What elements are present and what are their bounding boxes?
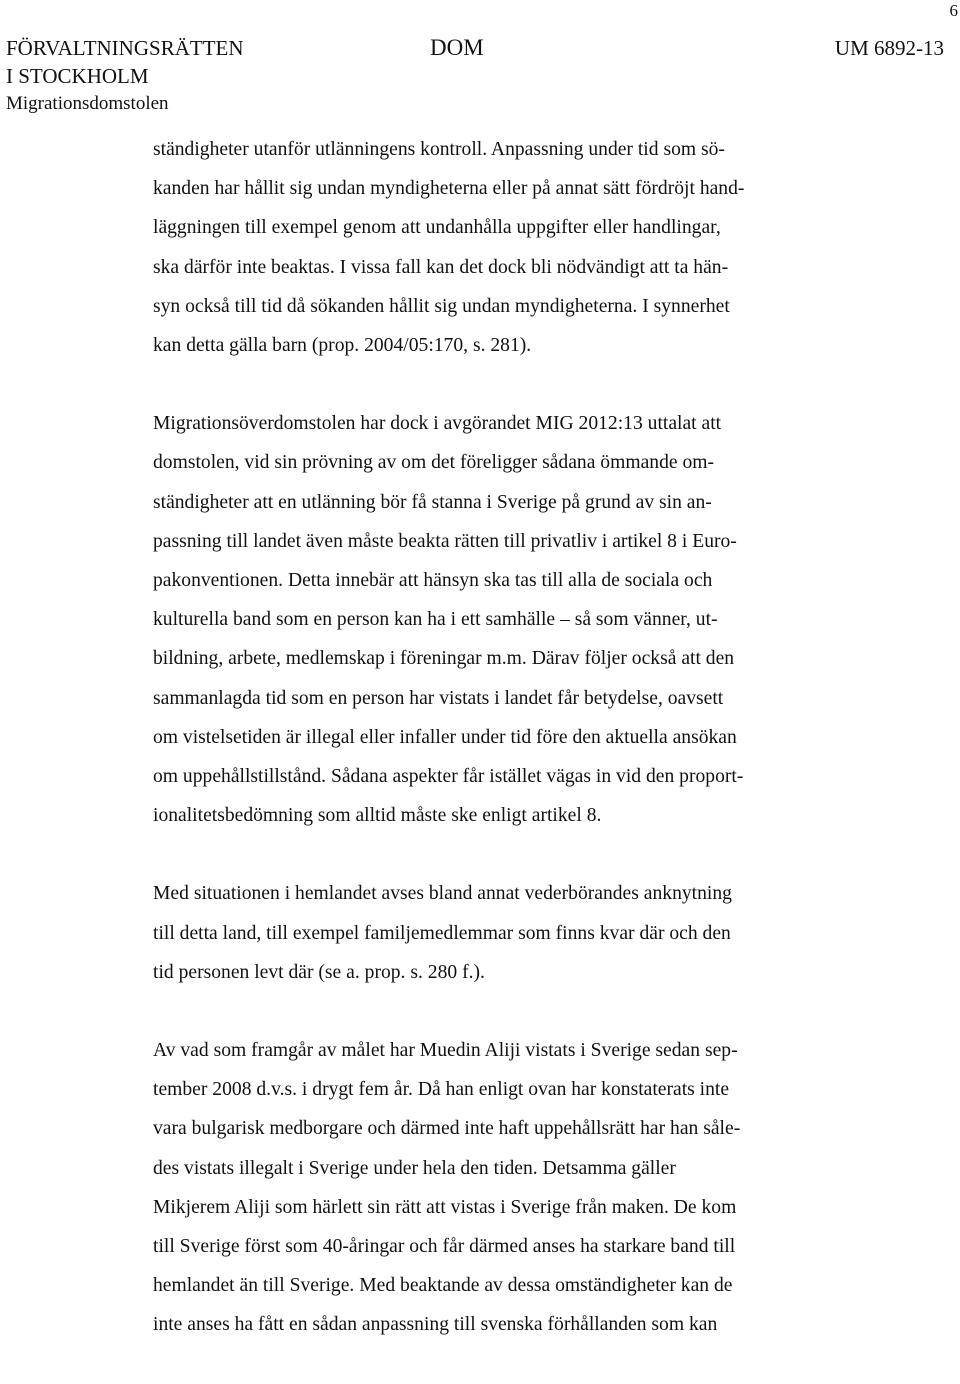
text-line: Med situationen i hemlandet avses bland annat vederbörandes anknytning bbox=[153, 883, 732, 905]
text-line: inte anses ha fått en sådan anpassning till svenska förhållanden som kan bbox=[153, 1314, 718, 1336]
text-line: hemlandet än till Sverige. Med beaktande av dessa omständigheter kan de bbox=[153, 1275, 733, 1297]
paragraph-4 bbox=[153, 1031, 843, 1345]
text-line: till detta land, till exempel familjemedlemmar som finns kvar där och den bbox=[153, 922, 731, 944]
text-line: Migrationsöverdomstolen har dock i avgörandet MIG 2012:13 uttalat att bbox=[153, 413, 722, 435]
text-line: tid personen levt där (se a. prop. s. 280 f.). bbox=[153, 961, 485, 983]
court-division: Migrationsdomstolen bbox=[6, 93, 169, 114]
text-line: till Sverige först som 40-åringar och får därmed anses ha starkare band till bbox=[153, 1236, 736, 1258]
text-line: pakonventionen. Detta innebär att hänsyn ska tas till alla de sociala och bbox=[153, 570, 713, 592]
text-line: ständigheter att en utlänning bör få stanna i Sverige på grund av sin an- bbox=[153, 491, 712, 513]
text-line: tember 2008 d.v.s. i drygt fem år. Då han enligt ovan har konstaterats inte bbox=[153, 1079, 730, 1101]
text-line: domstolen, vid sin prövning av om det föreligger sådana ömmande om- bbox=[153, 452, 715, 474]
paragraph-3 bbox=[153, 874, 843, 992]
court-name-line-1: FÖRVALTNINGSRÄTTEN bbox=[6, 36, 244, 60]
text-line: läggningen till exempel genom att undanhålla uppgifter eller handlingar, bbox=[153, 217, 721, 239]
text-line: kulturella band som en person kan ha i ett samhälle – så som vänner, ut- bbox=[153, 609, 718, 631]
page-number: 6 bbox=[949, 1, 958, 20]
text-line: kan detta gälla barn (prop. 2004/05:170, s. 281). bbox=[153, 335, 532, 357]
text-line: vara bulgarisk medborgare och därmed inte haft uppehållsrätt har han såle- bbox=[153, 1118, 741, 1140]
text-line: syn också till tid då sökanden hållit sig undan myndigheterna. I synnerhet bbox=[153, 295, 730, 317]
text-line: Mikjerem Aliji som härlett sin rätt att vistas i Sverige från maken. De kom bbox=[153, 1196, 737, 1218]
court-name-line-2: I STOCKHOLM bbox=[6, 64, 149, 88]
text-line: ionalitetsbedömning som alltid måste ske enligt artikel 8. bbox=[153, 805, 602, 827]
case-number: UM 6892-13 bbox=[834, 36, 944, 60]
text-line: om vistelsetiden är illegal eller infaller under tid före den aktuella ansökan bbox=[153, 726, 737, 748]
text-line: ständigheter utanför utlänningens kontroll. Anpassning under tid som sö- bbox=[153, 139, 725, 160]
document-body bbox=[153, 130, 843, 1384]
text-line: sammanlagda tid som en person har vistats i landet får betydelse, oavsett bbox=[153, 687, 724, 709]
text-line: Av vad som framgår av målet har Muedin Aliji vistats i Sverige sedan sep- bbox=[153, 1040, 738, 1062]
paragraph-2 bbox=[153, 404, 843, 835]
text-line: des vistats illegalt i Sverige under hela den tiden. Detsamma gäller bbox=[153, 1157, 676, 1179]
text-line: bildning, arbete, medlemskap i föreningar m.m. Därav följer också att den bbox=[153, 648, 735, 670]
text-line: om uppehållstillstånd. Sådana aspekter får istället vägas in vid den proport- bbox=[153, 766, 744, 788]
paragraph-1 bbox=[153, 130, 843, 365]
text-line: passning till landet även måste beakta rätten till privatliv i artikel 8 i Euro- bbox=[153, 530, 737, 552]
text-line: ska därför inte beaktas. I vissa fall kan det dock bli nödvändigt att ta hän- bbox=[153, 256, 729, 278]
court-name bbox=[6, 34, 244, 117]
document-type: DOM bbox=[430, 35, 484, 60]
text-line: kanden har hållit sig undan myndigheterna eller på annat sätt fördröjt hand- bbox=[153, 178, 745, 200]
document-header bbox=[6, 34, 944, 114]
